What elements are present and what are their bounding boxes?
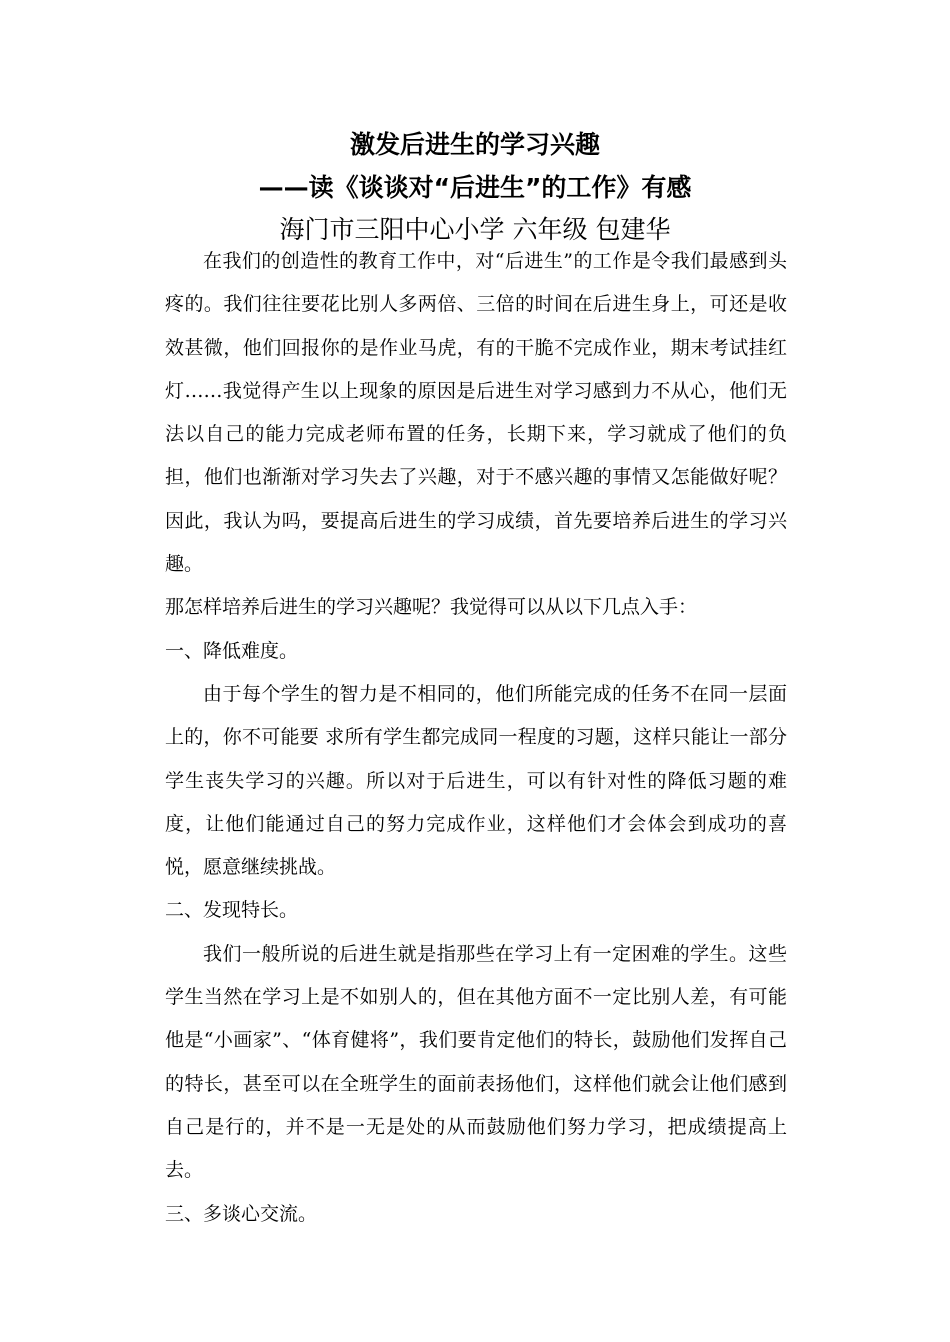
paragraph-section-1: 由于每个学生的智力是不相同的，他们所能完成的任务不在同一层面上的，你不可能要 求所有学生都完成同一程度的习题，这样只能让一部分学生丧失学习的兴趣。所以对于后进生，可以有针对性的降低习题的难度，让他们能通过自己的努力完成作业，这样他们才会体会到成功的喜悦，愿意继续挑战。 [165, 682, 787, 879]
section-heading-1: 一、降低难度。 [165, 639, 299, 662]
section-heading-3: 三、多谈心交流。 [165, 1202, 318, 1225]
paragraph-intro: 在我们的创造性的教育工作中，对“后进生”的工作是令我们最感到头疼的。我们往往要花比别人多两倍、三倍的时间在后进生身上，可还是收效甚微，他们回报你的是作业马虎，有的干脆不完成作业，期末考试挂红灯……我觉得产生以上现象的原因是后进生对学习感到力不从心，他们无法以自己的能力完成老师布置的任务，长期下来，学习就成了他们的负担，他们也渐渐对学习失去了兴趣，对于不感兴趣的事情又怎能做好呢？因此，我认为吗，要提高后进生的学习成绩，首先要培养后进生的学习兴趣。 [165, 250, 787, 576]
document-body [165, 240, 787, 1236]
paragraph-section-2: 我们一般所说的后进生就是指那些在学习上有一定困难的学生。这些学生当然在学习上是不如别人的，但在其他方面不一定比别人差，有可能他是“小画家”、“体育健将”，我们要肯定他们的特长，鼓励他们发挥自己的特长，甚至可以在全班学生的面前表扬他们，这样他们就会让他们感到自己是行的，并不是一无是处的从而鼓励他们努力学习，把成绩提高上去。 [165, 942, 787, 1182]
document-subtitle: ——读《谈谈对“后进生”的工作》有感 [258, 173, 692, 202]
section-heading-2: 二、发现特长。 [165, 899, 299, 922]
document-title: 激发后进生的学习兴趣 [349, 130, 600, 159]
paragraph-question: 那怎样培养后进生的学习兴趣呢？我觉得可以从以下几点入手： [165, 596, 698, 619]
author-line: 海门市三阳中心小学 六年级 包建华 [279, 215, 671, 244]
